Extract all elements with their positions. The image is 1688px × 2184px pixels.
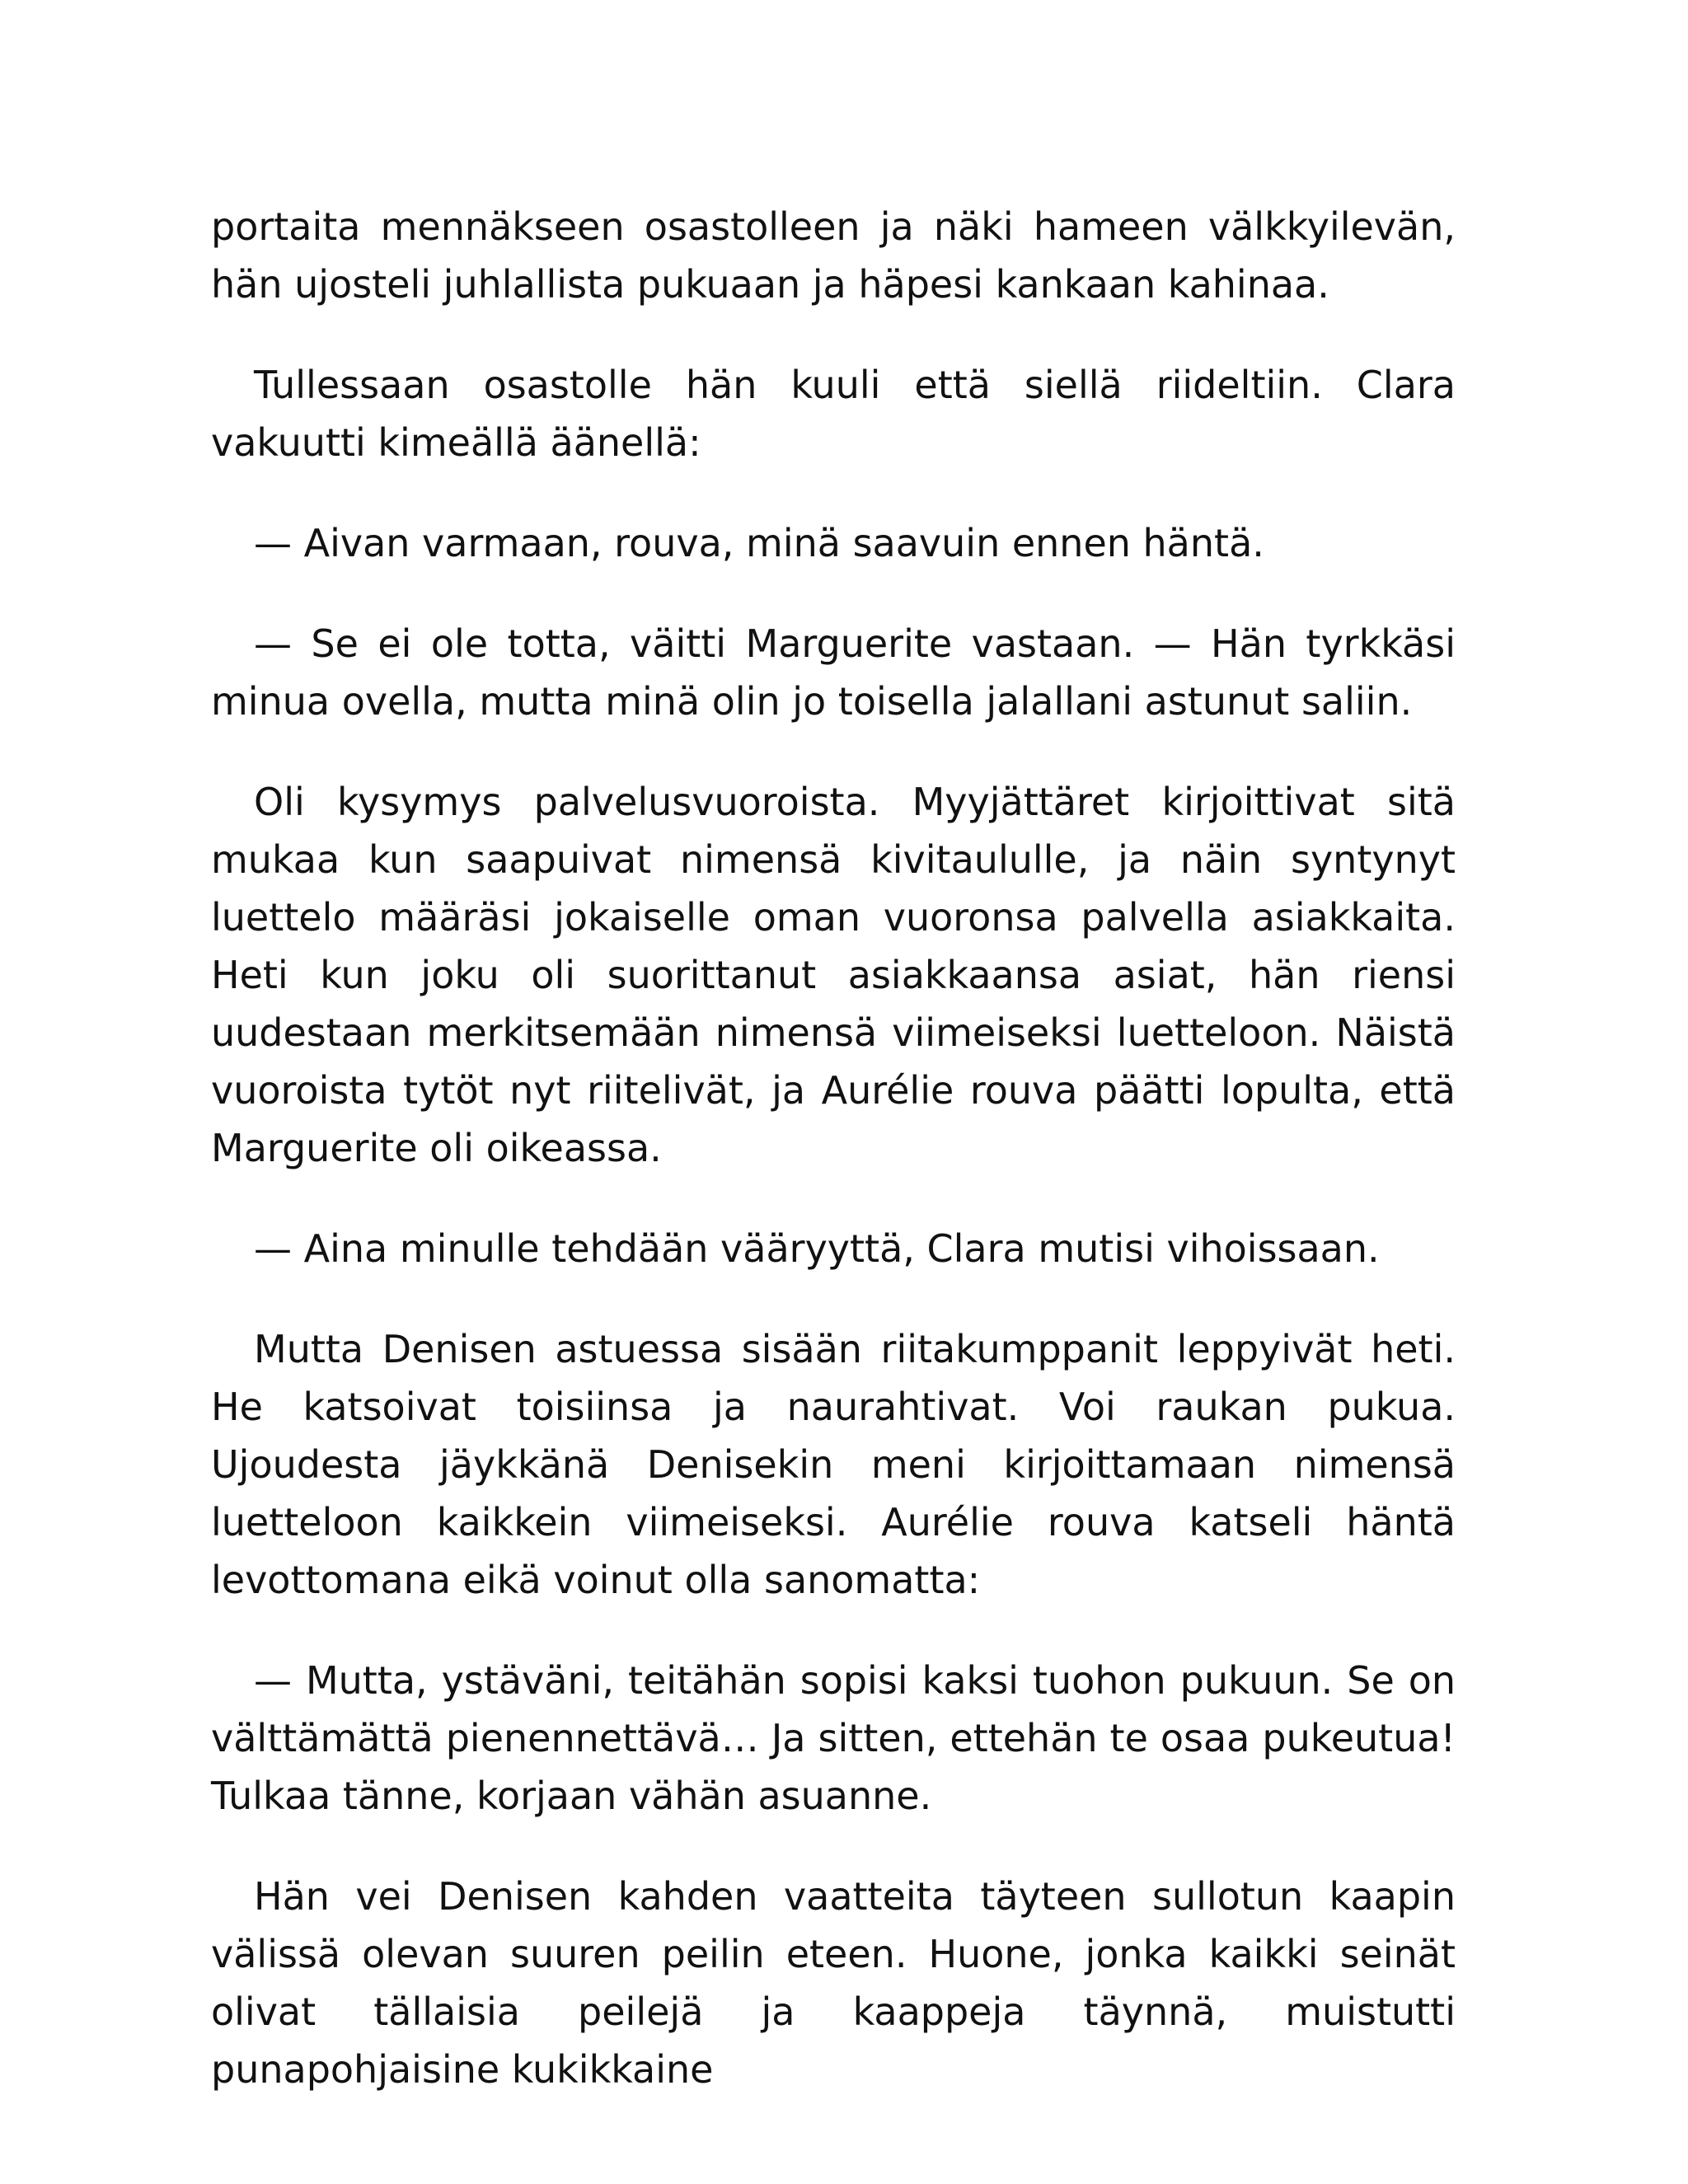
paragraph: Tullessaan osastolle hän kuuli että siellä riideltiin. Clara vakuutti kimeällä äänellä:	[211, 363, 1456, 465]
paragraph: Oli kysymys palvelusvuoroista. Myyjättäret kirjoittivat sitä mukaa kun saapuivat nimensä kivitaululle, ja näin syntynyt luettelo määräsi jokaiselle oman vuoronsa palvella asiakkaita. Heti kun joku oli suorittanut asiakkaansa asiat, hän riensi uudestaan merkitsemään nimensä viimeiseksi luetteloon. Näistä vuoroista tytöt nyt riitelivät, ja Aurélie rouva päätti lopulta, että Marguerite oli oikeassa.	[211, 780, 1456, 1170]
dialogue-line: — Mutta, ystäväni, teitähän sopisi kaksi tuohon pukuun. Se on välttämättä pienennettävä… Ja sitten, ettehän te osaa pukeutua! Tulkaa tänne, korjaan vähän asuanne.	[211, 1658, 1456, 1818]
page-body	[211, 198, 1456, 2141]
paragraph: portaita mennäkseen osastolleen ja näki hameen välkkyilevän, hän ujosteli juhlallista pukuaan ja häpesi kankaan kahinaa.	[211, 204, 1456, 307]
dialogue-line: — Se ei ole totta, väitti Marguerite vastaan. — Hän tyrkkäsi minua ovella, mutta minä olin jo toisella jalallani astunut saliin.	[211, 621, 1456, 724]
dialogue-line: — Aivan varmaan, rouva, minä saavuin ennen häntä.	[254, 521, 1264, 565]
paragraph: Hän vei Denisen kahden vaatteita täyteen sullotun kaapin välissä olevan suuren peilin eteen. Huone, jonka kaikki seinät olivat tällaisia peilejä ja kaappeja täynnä, muistutti punapohjaisine kukikkaine	[211, 1874, 1456, 2092]
paragraph: Mutta Denisen astuessa sisään riitakumppanit leppyivät heti. He katsoivat toisiinsa ja naurahtivat. Voi raukan pukua. Ujoudesta jäykkänä Denisekin meni kirjoittamaan nimensä luetteloon kaikkein viimeiseksi. Aurélie rouva katseli häntä levottomana eikä voinut olla sanomatta:	[211, 1327, 1456, 1602]
dialogue-line: — Aina minulle tehdään vääryyttä, Clara mutisi vihoissaan.	[254, 1226, 1380, 1271]
